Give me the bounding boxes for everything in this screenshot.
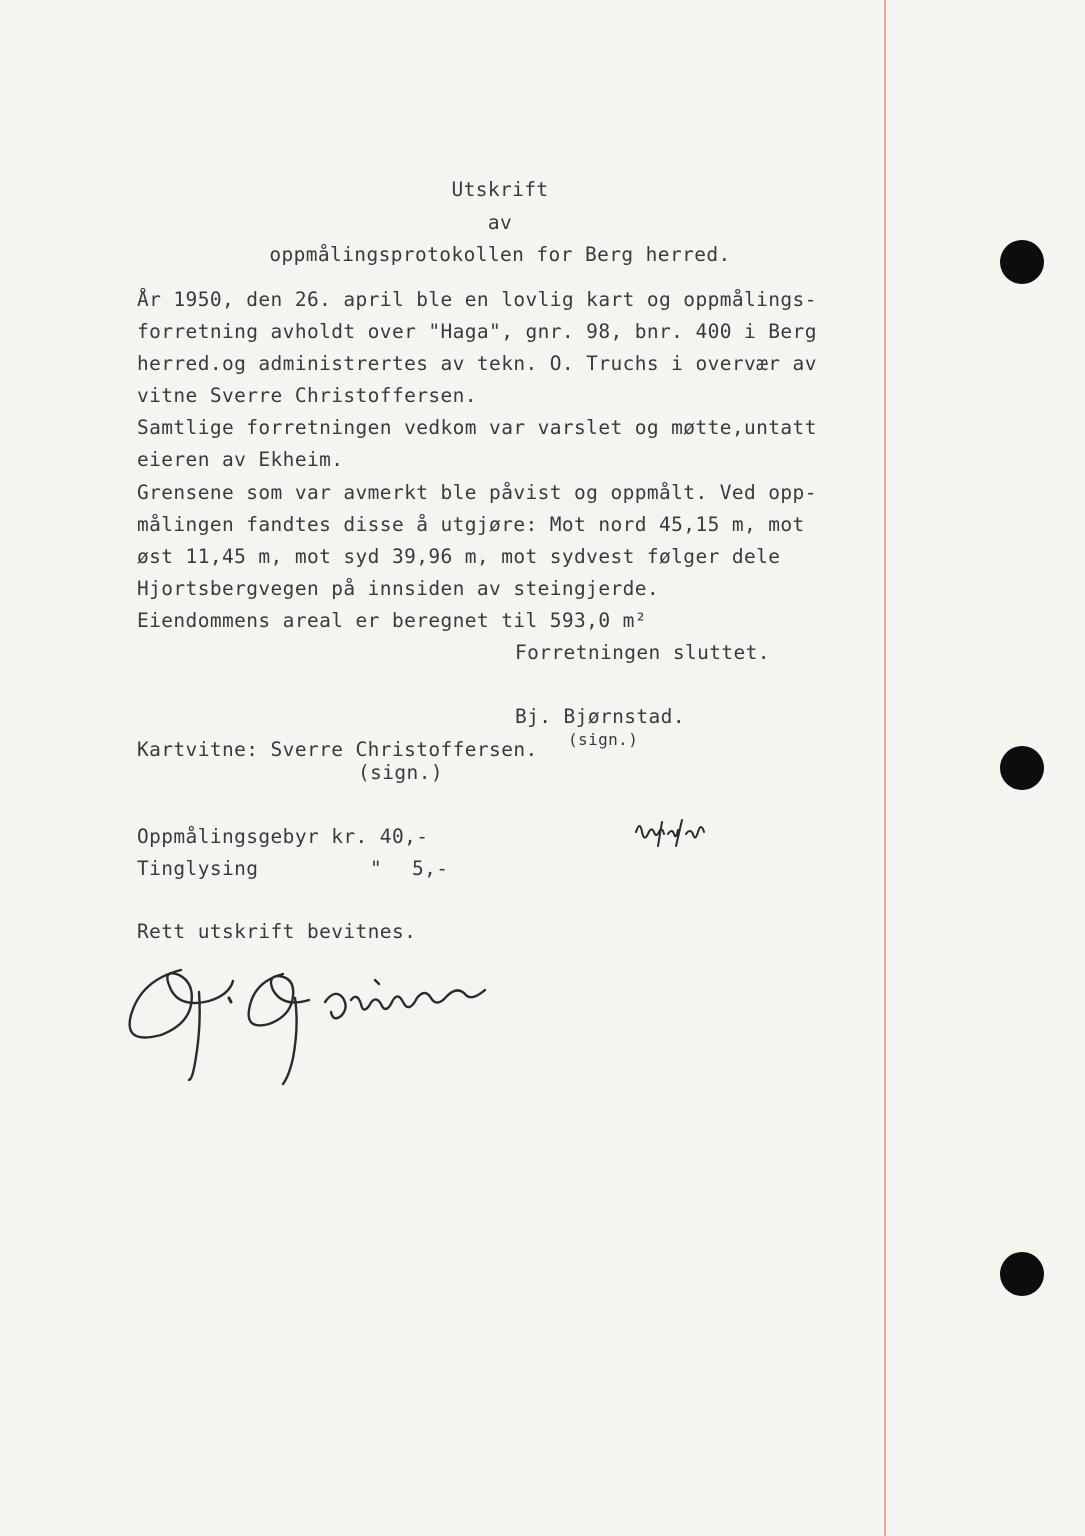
tinglysing-amount: 5,- <box>412 857 449 880</box>
punch-hole <box>1000 1252 1044 1296</box>
punch-hole <box>1000 746 1044 790</box>
body-line: vitne Sverre Christoffersen. <box>137 384 477 407</box>
body-line: herred.og administrertes av tekn. O. Truchs i overvær av <box>137 352 817 375</box>
title-line-1: Utskrift <box>451 178 549 201</box>
body-line: målingen fandtes disse å utgjøre: Mot nord 45,15 m, mot <box>137 513 805 536</box>
red-margin-line <box>884 0 886 1536</box>
tinglysing-label: Tinglysing <box>137 857 259 880</box>
handwritten-note <box>632 812 722 852</box>
body-line: Eiendommens areal er beregnet til 593,0 m² <box>137 609 647 632</box>
body-line: øst 11,45 m, mot syd 39,96 m, mot sydvest følger dele <box>137 545 781 568</box>
body-line: År 1950, den 26. april ble en lovlig kart og oppmålings- <box>137 288 817 311</box>
title-line-2: av <box>487 211 513 234</box>
witness-sign: (sign.) <box>358 761 443 784</box>
body-line: forretning avholdt over "Haga", gnr. 98, bnr. 400 i Berg <box>137 320 817 343</box>
body-line: Grensene som var avmerkt ble påvist og oppmålt. Ved opp- <box>137 481 817 504</box>
body-line: Hjortsbergvegen på innsiden av steingjerde. <box>137 577 660 600</box>
punch-hole <box>1000 240 1044 284</box>
handwritten-signature <box>125 940 575 1090</box>
title-line-3: oppmålingsprotokollen for Berg herred. <box>269 243 731 266</box>
body-line: eieren av Ekheim. <box>137 448 344 471</box>
witness-label: Kartvitne: Sverre Christoffersen. <box>137 738 538 761</box>
body-line: Samtlige forretningen vedkom var varslet og møtte,untatt <box>137 416 817 439</box>
closing-line: Forretningen sluttet. <box>515 641 770 664</box>
tinglysing-ditto: " <box>370 857 383 880</box>
certification-line: Rett utskrift bevitnes. <box>137 920 417 943</box>
signer-sign: (sign.) <box>568 730 639 749</box>
fee-line: Oppmålingsgebyr kr. 40,- <box>137 825 429 848</box>
signer-name: Bj. Bjørnstad. <box>515 705 685 728</box>
